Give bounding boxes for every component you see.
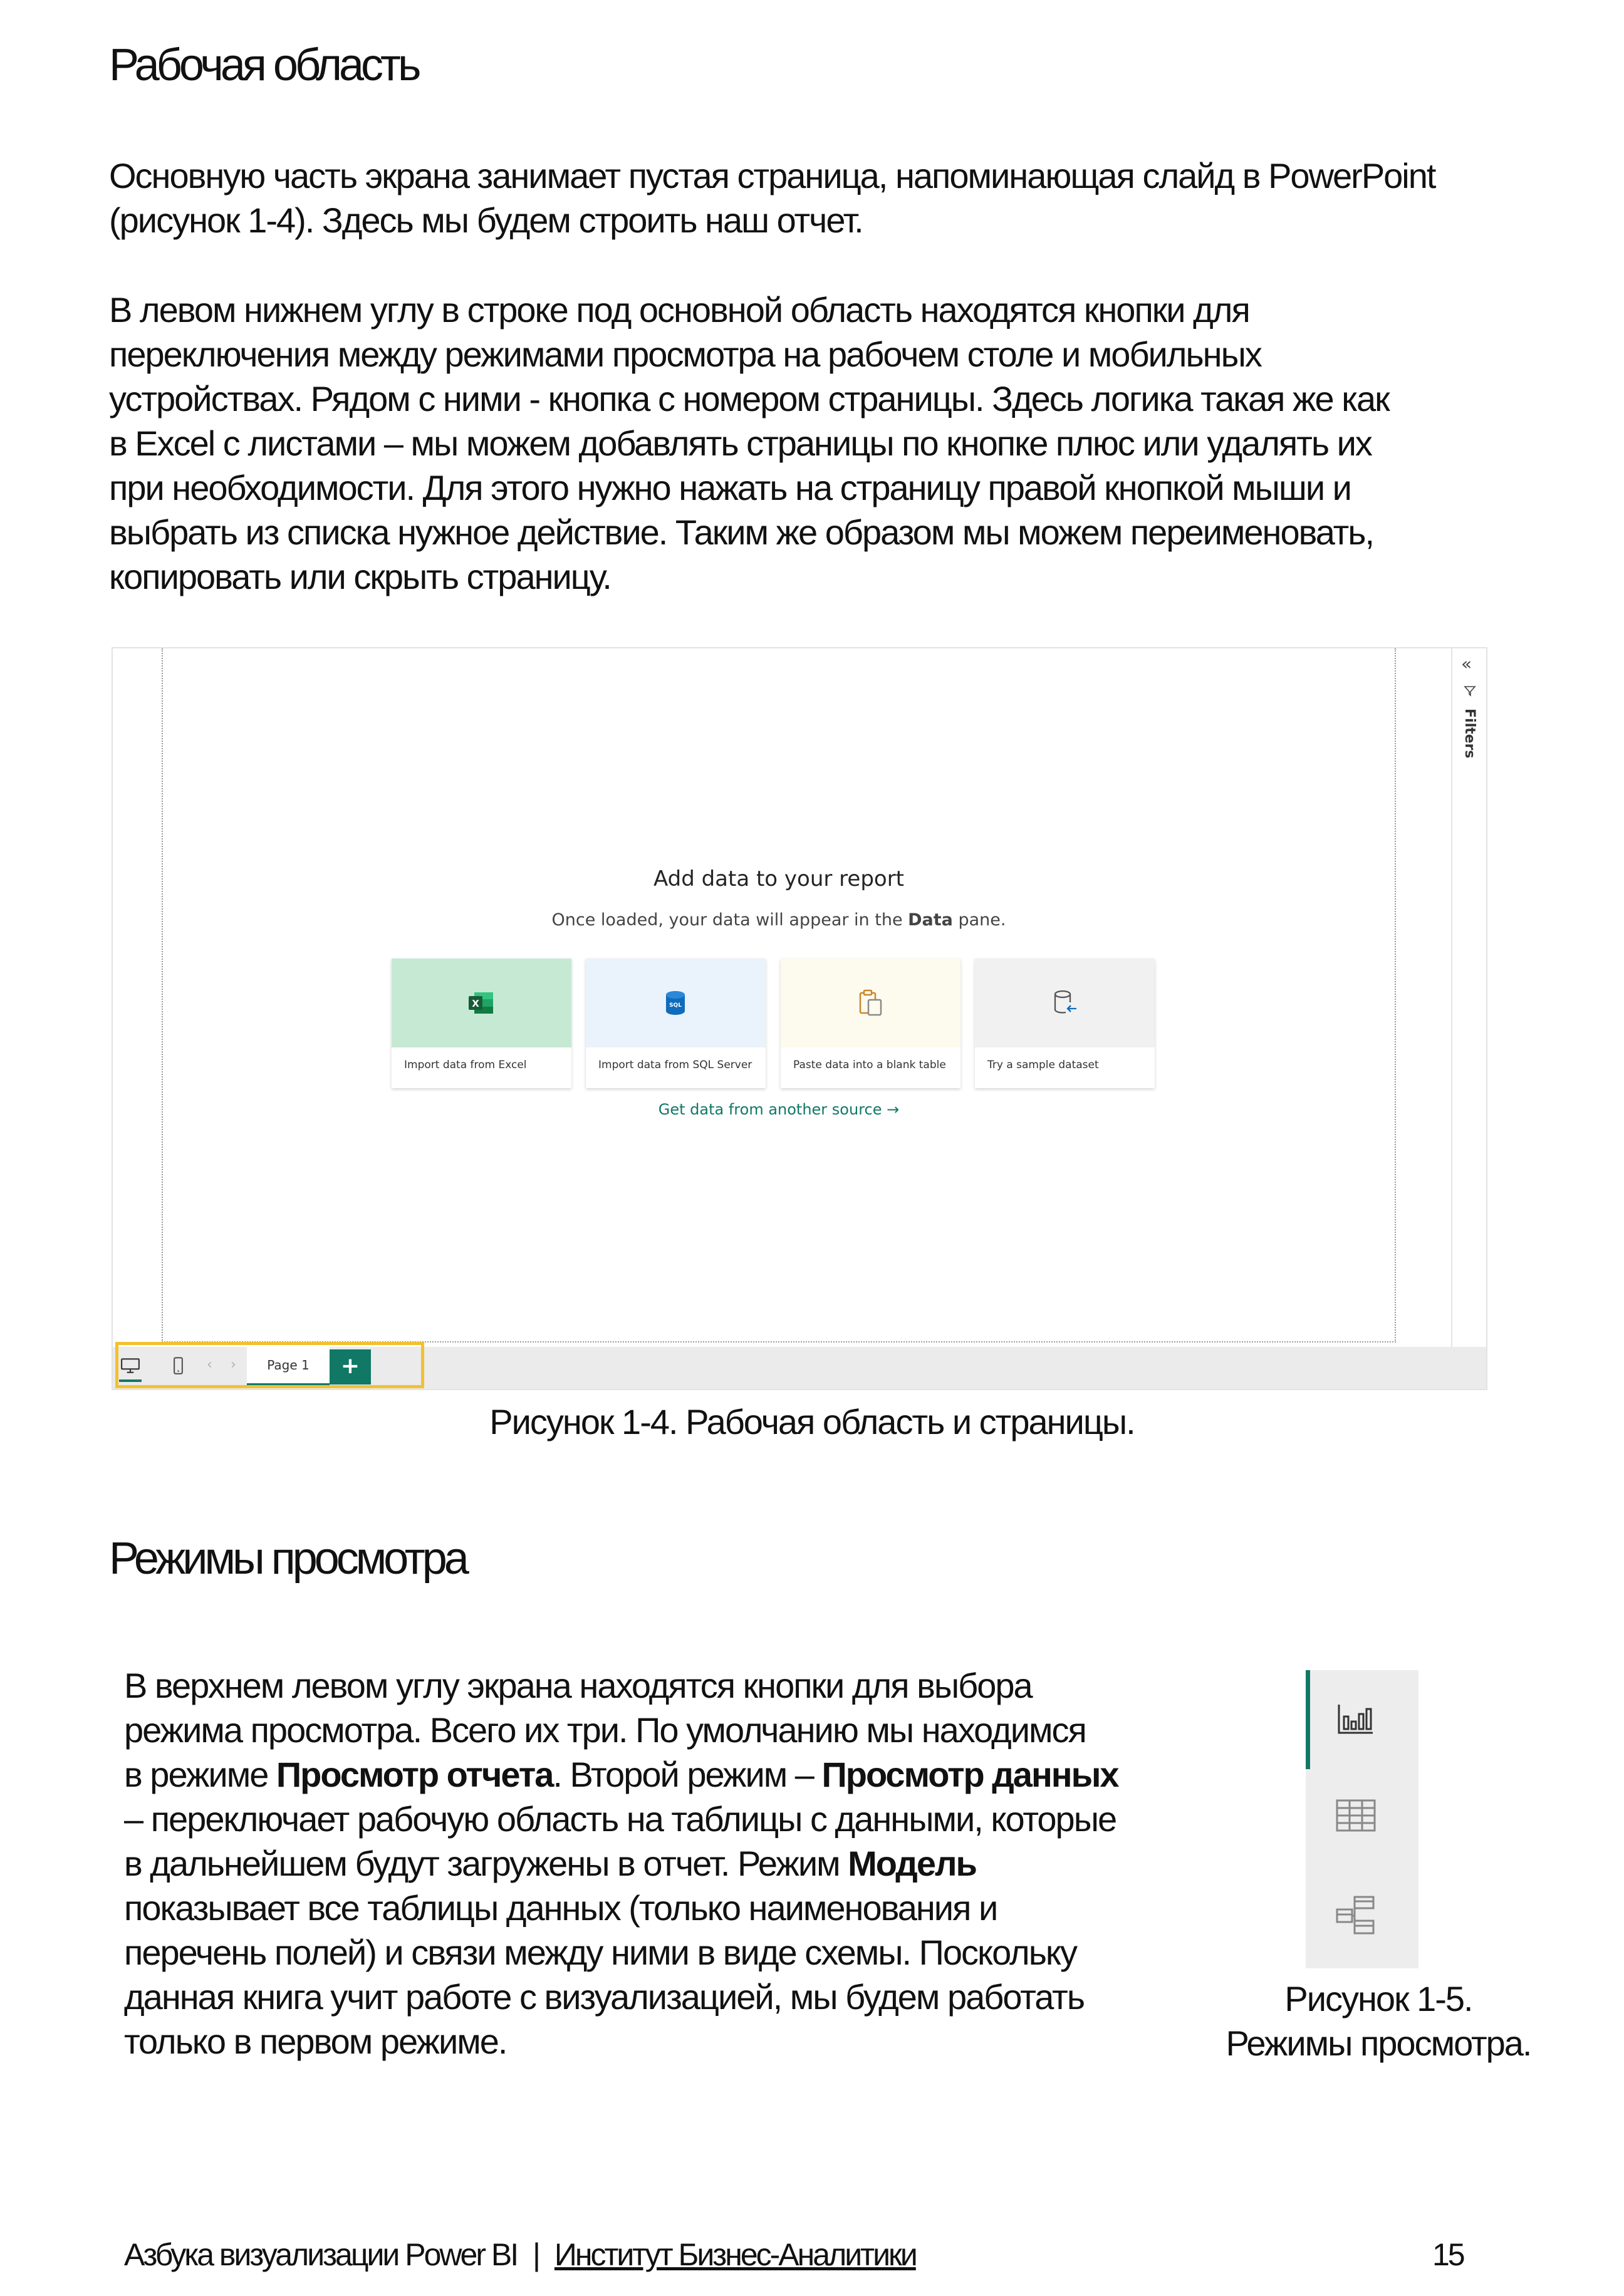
footer-institute-link[interactable]: Институт Бизнес-Аналитики bbox=[554, 2237, 916, 2272]
paragraph-view-modes bbox=[124, 1663, 1252, 2064]
tile-import-excel[interactable] bbox=[392, 958, 571, 1088]
svg-text:SQL: SQL bbox=[669, 1002, 682, 1009]
text-run: в дальнейшем будут загружены в отчет. Режим bbox=[124, 1844, 848, 1883]
add-data-subtitle bbox=[163, 910, 1395, 930]
section-heading-workspace: Рабочая область bbox=[109, 40, 419, 90]
page-footer bbox=[124, 2236, 916, 2273]
paragraph-pages bbox=[109, 288, 1389, 599]
subtitle-text: Once loaded, your data will appear in the bbox=[551, 910, 908, 930]
prev-page-icon[interactable]: ‹ bbox=[207, 1357, 212, 1373]
add-data-title: Add data to your report bbox=[653, 866, 905, 891]
text-line: при необходимости. Для этого нужно нажать на страницу правой кнопкой мыши и bbox=[109, 468, 1351, 507]
text-line: Основную часть экрана занимает пустая страница, напоминающая слайд в PowerPoint bbox=[109, 156, 1435, 195]
filters-pane[interactable] bbox=[1451, 648, 1486, 1347]
svg-text:X: X bbox=[472, 998, 479, 1009]
text-line bbox=[124, 1708, 1252, 1752]
table-view-icon bbox=[1336, 1799, 1376, 1832]
text-line: выбрать из списка нужное действие. Таким же образом мы можем переименовать, bbox=[109, 512, 1374, 552]
next-page-icon[interactable]: › bbox=[231, 1357, 236, 1373]
get-data-other-source-link[interactable]: Get data from another source → bbox=[658, 1101, 900, 1118]
text-line bbox=[124, 1797, 1252, 1841]
expand-chevron-icon[interactable]: « bbox=[1461, 653, 1472, 674]
bold-term: Просмотр данных bbox=[821, 1755, 1118, 1794]
text-line: устройствах. Рядом с ними - кнопка с номером страницы. Здесь логика такая же как bbox=[109, 379, 1389, 418]
footer-book-title: Азбука визуализации Power BI bbox=[124, 2237, 518, 2272]
filter-icon bbox=[1464, 685, 1476, 697]
excel-icon bbox=[466, 987, 497, 1019]
paragraph-workspace-intro bbox=[109, 153, 1435, 242]
subtitle-bold: Data bbox=[908, 910, 953, 930]
active-view-indicator bbox=[1306, 1670, 1310, 1769]
page-number: 15 bbox=[1432, 2237, 1464, 2272]
text-run: данная книга учит работе с визуализацией, мы будем работать bbox=[124, 1977, 1085, 2017]
text-run: перечень полей) и связи между ними в виде схемы. Поскольку bbox=[124, 1933, 1077, 1972]
filters-label: Filters bbox=[1462, 709, 1477, 759]
report-view-button[interactable] bbox=[1306, 1670, 1418, 1769]
text-run: – переключает рабочую область на таблицы с данными, которые bbox=[124, 1799, 1116, 1839]
tile-label: Paste data into a blank table bbox=[793, 1059, 946, 1071]
bold-term: Модель bbox=[848, 1844, 976, 1883]
text-line bbox=[124, 1752, 1252, 1797]
tile-sample-dataset[interactable] bbox=[975, 958, 1155, 1088]
text-run: только в первом режиме. bbox=[124, 2022, 507, 2061]
text-line bbox=[124, 1841, 1252, 1886]
highlight-frame bbox=[115, 1342, 424, 1388]
bold-term: Просмотр отчета bbox=[276, 1755, 553, 1794]
workspace-screenshot bbox=[112, 647, 1487, 1390]
add-page-button[interactable]: + bbox=[330, 1349, 371, 1384]
text-run: режима просмотра. Всего их три. По умолчанию мы находимся bbox=[124, 1710, 1086, 1750]
caption-line: Режимы просмотра. bbox=[1226, 2023, 1531, 2063]
figure-caption-1-5 bbox=[1190, 1977, 1566, 2065]
text-line bbox=[124, 1886, 1252, 1930]
text-run: показывает все таблицы данных (только наименования и bbox=[124, 1888, 997, 1928]
tile-label: Try a sample dataset bbox=[987, 1059, 1099, 1071]
tile-paste-data[interactable] bbox=[781, 958, 960, 1088]
text-line bbox=[124, 1975, 1252, 2019]
page-tab-label: Page 1 bbox=[267, 1358, 310, 1373]
paste-icon bbox=[855, 987, 886, 1019]
text-run: . Второй режим – bbox=[553, 1755, 822, 1794]
caption-line: Рисунок 1-5. bbox=[1284, 1979, 1472, 2018]
report-canvas[interactable] bbox=[162, 648, 1396, 1343]
data-view-button[interactable] bbox=[1306, 1769, 1418, 1868]
text-line: переключения между режимами просмотра на рабочем столе и мобильных bbox=[109, 335, 1261, 374]
tile-label: Import data from SQL Server bbox=[598, 1059, 752, 1071]
text-line: (рисунок 1-4). Здесь мы будем строить наш отчет. bbox=[109, 200, 863, 240]
sql-database-icon bbox=[660, 987, 691, 1019]
text-line: копировать или скрыть страницу. bbox=[109, 557, 611, 596]
text-line: В левом нижнем углу в строке под основной область находятся кнопки для bbox=[109, 290, 1249, 330]
figure-caption-1-4: Рисунок 1-4. Рабочая область и страницы. bbox=[489, 1402, 1135, 1441]
model-view-icon bbox=[1336, 1896, 1376, 1936]
text-line bbox=[124, 2019, 1252, 2064]
tile-import-sql[interactable] bbox=[586, 958, 766, 1088]
footer-separator: | bbox=[533, 2237, 539, 2272]
report-view-icon bbox=[1337, 1703, 1375, 1735]
view-mode-switcher bbox=[1306, 1670, 1418, 1968]
section-heading-view-modes: Режимы просмотра bbox=[109, 1534, 466, 1584]
text-line: в Excel с листами – мы можем добавлять страницы по кнопке плюс или удалять их bbox=[109, 423, 1372, 463]
tile-label: Import data from Excel bbox=[404, 1059, 527, 1071]
text-line bbox=[124, 1930, 1252, 1975]
model-view-button[interactable] bbox=[1306, 1868, 1418, 1967]
subtitle-text-end: pane. bbox=[952, 910, 1006, 930]
text-run: в режиме bbox=[124, 1755, 276, 1794]
text-run: В верхнем левом углу экрана находятся кнопки для выбора bbox=[124, 1666, 1032, 1705]
text-line bbox=[124, 1663, 1252, 1708]
sample-dataset-icon bbox=[1049, 987, 1080, 1019]
